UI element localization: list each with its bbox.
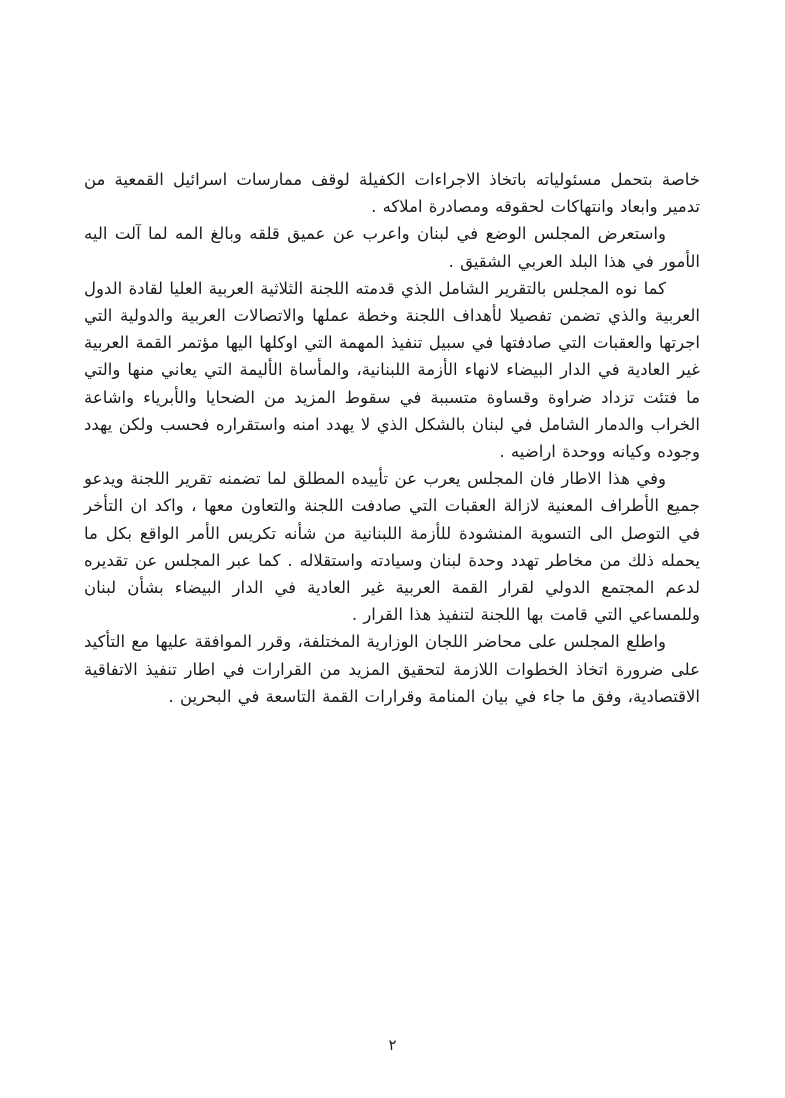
page-number: ٢ <box>388 1036 397 1054</box>
paragraph-ministerial-minutes: واطلع المجلس على محاضر اللجان الوزارية المختلفة، وقرر الموافقة عليها مع التأكيد على ضرورة اتخاذ الخطوات اللازمة لتحقيق المزيد من القرارات في اطار تنفيذ الاتفاقية الاقتصادية، وفق ما جاء في بيان المنامة وقرارات القمة التاسعة في البحرين . <box>84 632 700 706</box>
paragraph-lebanon-review: واستعرض المجلس الوضع في لبنان واعرب عن عميق قلقه وبالغ المه لما آلت اليه الأمور في هذا البلد العربي الشقيق . <box>84 224 700 271</box>
paragraph-committee-report: كما نوه المجلس بالتقرير الشامل الذي قدمته اللجنة الثلاثية العربية العليا لقادة الدول العربية والذي تضمن تفصيلا لأهداف اللجنة وخطة عملها والاتصالات العربية والدولية التي اجرتها والعقبات التي صادفتها في سبيل تنفيذ المهمة التي اوكلها اليها مؤتمر القمة العربية غير العادية في الدار البيضاء لانهاء الأزمة اللبنانية، والمأساة الأليمة التي يعاني منها والتي ما فتئت تزداد ضراوة وقساوة متسببة في سقوط المزيد من الضحايا والأبرياء واشاعة الخراب والدمار الشامل في لبنان بالشكل الذي لا يهدد امنه واستقراره فحسب ولكن يهدد وجوده وكيانه ووحدة اراضيه . <box>84 278 700 462</box>
paragraph-continuation: خاصة بتحمل مسئولياته باتخاذ الاجراءات الكفيلة لوقف ممارسات اسرائيل القمعية من تدمير وابعاد وانتهاكات لحقوقه ومصادرة املاكه . <box>84 170 700 217</box>
paragraph-council-support: وفي هذا الاطار فان المجلس يعرب عن تأييده المطلق لما تضمنه تقرير اللجنة ويدعو جميع الأطراف المعنية لازالة العقبات التي صادفت اللجنة والتعاون معها ، واكد ان التأخر في التوصل الى التسوية المنشودة للأزمة اللبنانية من شأنه تكريس الأمر الواقع بكل ما يحمله ذلك من مخاطر تهدد وحدة لبنان وسيادته واستقلاله . كما عبر المجلس عن تقديره لدعم المجتمع الدولي لقرار القمة العربية غير العادية في الدار البيضاء بشأن لبنان وللمساعي التي قامت بها اللجنة لتنفيذ هذا القرار . <box>84 469 700 625</box>
body-text <box>84 166 700 710</box>
